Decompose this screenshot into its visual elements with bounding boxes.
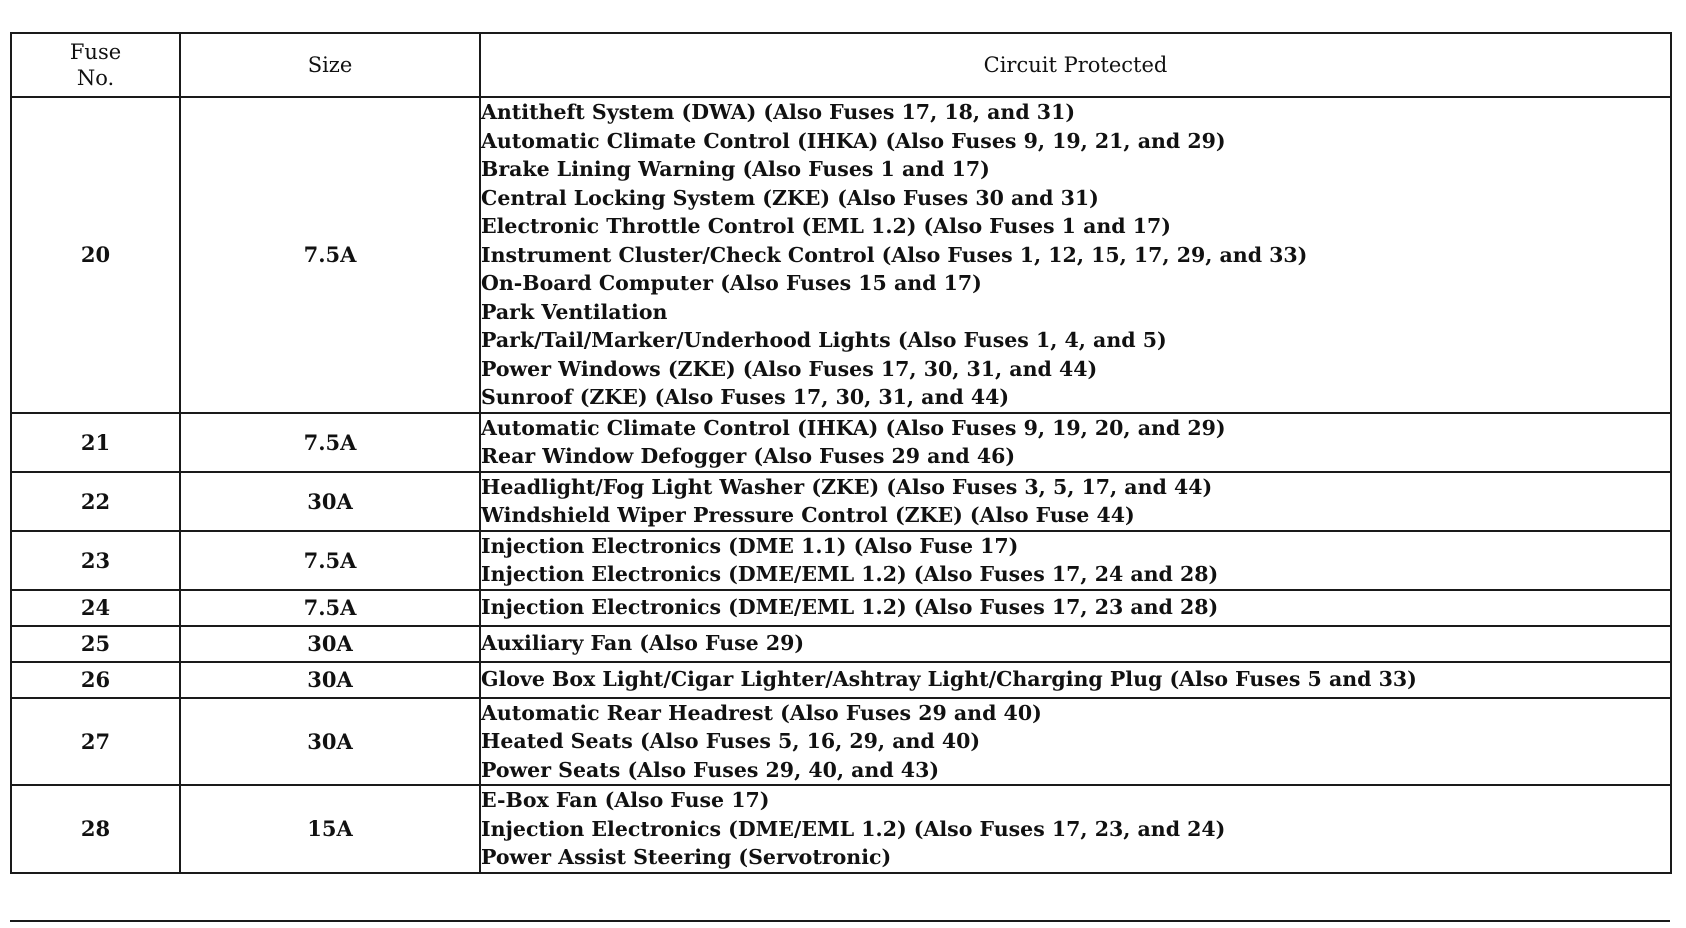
fuse-number-cell: 26 [11, 662, 180, 698]
fuse-size-cell: 30A [180, 662, 480, 698]
table-row [11, 626, 1671, 662]
header-fuse-no [11, 33, 180, 97]
table-header-row [11, 33, 1671, 97]
table-row [11, 785, 1671, 873]
table-row [11, 590, 1671, 626]
circuit-item: Antitheft System (DWA) (Also Fuses 17, 18, and 31) [481, 100, 1076, 124]
bottom-rule [10, 920, 1670, 922]
circuit-item: Injection Electronics (DME/EML 1.2) (Also Fuses 17, 24 and 28) [481, 562, 1219, 586]
circuit-item: Automatic Climate Control (IHKA) (Also Fuses 9, 19, 21, and 29) [481, 128, 1226, 153]
fuse-size-cell: 30A [180, 472, 480, 531]
fuse-size-cell: 7.5A [180, 413, 480, 472]
circuit-list-cell [480, 97, 1671, 413]
circuit-item: Headlight/Fog Light Washer (ZKE) (Also Fuses 3, 5, 17, and 44) [481, 474, 1213, 499]
circuit-item: Auxiliary Fan (Also Fuse 29) [481, 631, 805, 656]
circuit-item: Automatic Rear Headrest (Also Fuses 29 and 40) [481, 700, 1042, 725]
fuse-number-cell: 25 [11, 626, 180, 662]
circuit-list-cell [480, 698, 1671, 786]
fuse-table-body [11, 97, 1671, 873]
circuit-item: Windshield Wiper Pressure Control (ZKE) (Also Fuse 44) [481, 503, 1135, 527]
circuit-item: Instrument Cluster/Check Control (Also Fuses 1, 12, 15, 17, 29, and 33) [481, 242, 1308, 267]
fuse-size-cell: 15A [180, 785, 480, 873]
circuit-list-cell [480, 785, 1671, 873]
fuse-size-cell: 7.5A [180, 97, 480, 413]
fuse-size-cell: 30A [180, 698, 480, 786]
table-row [11, 662, 1671, 698]
circuit-item: Sunroof (ZKE) (Also Fuses 17, 30, 31, and 44) [481, 385, 1010, 409]
circuit-item: Brake Lining Warning (Also Fuses 1 and 17) [481, 157, 990, 181]
circuit-item: Glove Box Light/Cigar Lighter/Ashtray Light/Charging Plug (Also Fuses 5 and 33) [481, 667, 1417, 692]
circuit-item: Power Windows (ZKE) (Also Fuses 17, 30, 31, and 44) [481, 356, 1098, 381]
circuit-item: Rear Window Defogger (Also Fuses 29 and 46) [481, 444, 1016, 468]
fuse-number-cell: 28 [11, 785, 180, 873]
table-row [11, 413, 1671, 472]
fuse-size-cell: 7.5A [180, 590, 480, 626]
circuit-item: Park/Tail/Marker/Underhood Lights (Also Fuses 1, 4, and 5) [481, 328, 1167, 352]
circuit-item: Electronic Throttle Control (EML 1.2) (Also Fuses 1 and 17) [481, 214, 1171, 238]
circuit-item: On-Board Computer (Also Fuses 15 and 17) [481, 271, 982, 295]
circuit-item: Central Locking System (ZKE) (Also Fuses 30 and 31) [481, 185, 1099, 210]
circuit-list-cell [480, 662, 1671, 698]
header-circuit-protected: Circuit Protected [480, 33, 1671, 97]
circuit-item: Power Seats (Also Fuses 29, 40, and 43) [481, 757, 940, 782]
fuse-number-cell: 27 [11, 698, 180, 786]
circuit-item: Automatic Climate Control (IHKA) (Also Fuses 9, 19, 20, and 29) [481, 415, 1226, 440]
circuit-item: Park Ventilation [481, 299, 668, 324]
circuit-item: Injection Electronics (DME 1.1) (Also Fuse 17) [481, 533, 1019, 558]
circuit-item: E-Box Fan (Also Fuse 17) [481, 788, 770, 812]
circuit-list-cell [480, 531, 1671, 590]
table-row [11, 531, 1671, 590]
fuse-size-cell: 30A [180, 626, 480, 662]
circuit-list-cell [480, 626, 1671, 662]
circuit-item: Injection Electronics (DME/EML 1.2) (Also Fuses 17, 23 and 28) [481, 595, 1219, 620]
table-row [11, 97, 1671, 413]
fuse-number-cell: 22 [11, 472, 180, 531]
circuit-list-cell [480, 590, 1671, 626]
circuit-item: Power Assist Steering (Servotronic) [481, 845, 892, 869]
circuit-list-cell [480, 413, 1671, 472]
fuse-table-page [10, 32, 1670, 874]
circuit-list-cell [480, 472, 1671, 531]
fuse-number-cell: 21 [11, 413, 180, 472]
header-fuse-no-label: Fuse No. [69, 40, 122, 90]
header-size: Size [180, 33, 480, 97]
circuit-item: Heated Seats (Also Fuses 5, 16, 29, and 40) [481, 729, 981, 753]
fuse-size-cell: 7.5A [180, 531, 480, 590]
circuit-item: Injection Electronics (DME/EML 1.2) (Also Fuses 17, 23, and 24) [481, 816, 1226, 841]
fuse-table [10, 32, 1672, 874]
fuse-number-cell: 24 [11, 590, 180, 626]
table-row [11, 698, 1671, 786]
fuse-number-cell: 20 [11, 97, 180, 413]
fuse-number-cell: 23 [11, 531, 180, 590]
table-row [11, 472, 1671, 531]
